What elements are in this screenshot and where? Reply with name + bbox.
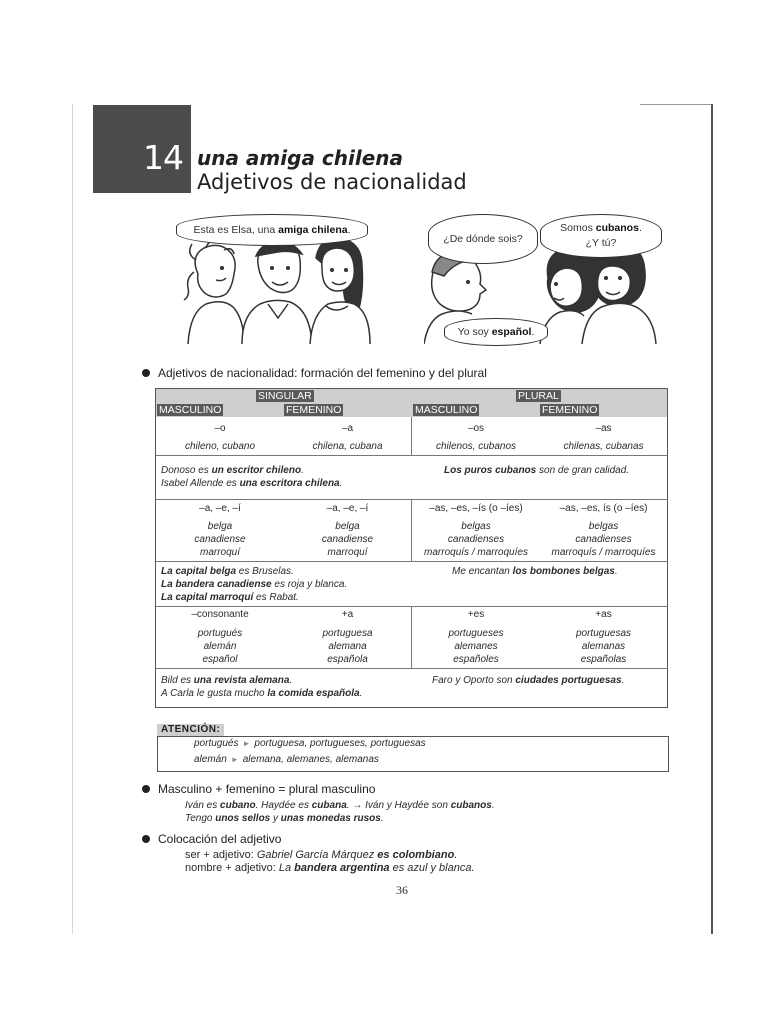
speech-bubble-question: ¿De dónde sois? bbox=[428, 214, 538, 264]
sentence-example: Los puros cubanos son de gran calidad. bbox=[444, 465, 630, 476]
example-masc-pl: chilenos, cubanos bbox=[435, 441, 517, 452]
attention-line: portugués ► portuguesa, portugueses, portuguesas bbox=[194, 738, 426, 749]
speech-bubble-presentation: Esta es Elsa, una amiga chilena. bbox=[176, 214, 368, 246]
row-divider bbox=[156, 668, 667, 669]
section-heading-plural: Masculino + femenino = plural masculino bbox=[142, 782, 375, 796]
sentence-example: Faro y Oporto son ciudades portuguesas. bbox=[432, 675, 625, 686]
ending-fem-sing: –a bbox=[341, 423, 354, 434]
arrow-icon: ► bbox=[230, 755, 239, 764]
attention-line: alemán ► alemana, alemanes, alemanas bbox=[194, 754, 379, 765]
speech-bubble-answer: Somos cubanos. ¿Y tú? bbox=[540, 214, 662, 258]
example-masc-sing: chileno, cubano bbox=[184, 441, 256, 452]
row-divider bbox=[156, 499, 667, 500]
label-femenino-singular: FEMENINO bbox=[286, 404, 342, 416]
ending-masc-pl: +es bbox=[467, 609, 485, 620]
example-list: belgas canadienses marroquís / marroquíes bbox=[424, 521, 528, 558]
attention-box bbox=[157, 736, 669, 772]
row-divider bbox=[156, 455, 667, 456]
sentence-example: Bild es una revista alemana. bbox=[161, 675, 293, 686]
ending-fem-pl: –as, –es, ís (o –íes) bbox=[559, 503, 648, 514]
ending-fem-pl: +as bbox=[595, 609, 612, 620]
example-line: Tengo unos sellos y unas monedas rusos. bbox=[185, 813, 384, 824]
example-fem-sing: chilena, cubana bbox=[312, 441, 383, 452]
sentence-example: La capital belga es Bruselas. bbox=[161, 566, 294, 577]
ending-masc-sing: –o bbox=[214, 423, 226, 434]
rule-line: nombre + adjetivo: La bandera argentina es azul y blanca. bbox=[185, 862, 475, 874]
ending-masc-sing: –a, –e, –í bbox=[199, 503, 241, 514]
example-line: Iván es cubano. Haydée es cubana. → Iván y Haydée son cubanos. bbox=[185, 800, 495, 811]
label-singular: SINGULAR bbox=[258, 390, 312, 402]
label-femenino-plural: FEMENINO bbox=[542, 404, 598, 416]
row-divider bbox=[156, 561, 667, 562]
ending-masc-pl: –os bbox=[467, 423, 485, 434]
page-edge-right bbox=[711, 104, 713, 934]
label-masculino-singular: MASCULINO bbox=[159, 404, 222, 416]
page-edge-left bbox=[72, 104, 73, 934]
chapter-number: 14 bbox=[143, 138, 183, 177]
chapter-title: Adjetivos de nacionalidad bbox=[197, 170, 467, 194]
sentence-example: La bandera canadiense es roja y blanca. bbox=[161, 579, 348, 590]
speech-bubble-reply: Yo soy español. bbox=[444, 318, 548, 346]
example-list: belgas canadienses marroquís / marroquíes bbox=[551, 521, 656, 558]
chapter-title-italic: una amiga chilena bbox=[197, 146, 404, 170]
example-list: belga canadiense marroquí bbox=[321, 521, 374, 558]
ending-fem-sing: –a, –e, –í bbox=[326, 503, 369, 514]
bullet-icon bbox=[142, 785, 150, 793]
example-list: portugués alemán español bbox=[197, 628, 243, 665]
bullet-icon bbox=[142, 835, 150, 843]
bullet-icon bbox=[142, 369, 150, 377]
arrow-icon: ► bbox=[242, 739, 251, 748]
nationality-table bbox=[155, 388, 668, 708]
ending-masc-sing: –consonante bbox=[191, 609, 249, 620]
example-list: portuguesa alemana española bbox=[322, 628, 373, 665]
ending-masc-pl: –as, –es, –ís (o –íes) bbox=[429, 503, 523, 514]
page-edge-top bbox=[640, 104, 712, 105]
example-fem-pl: chilenas, cubanas bbox=[563, 441, 644, 452]
sentence-example: Donoso es un escritor chileno. bbox=[161, 465, 304, 476]
example-list: portugueses alemanes españoles bbox=[448, 628, 504, 665]
sentence-example: Isabel Allende es una escritora chilena. bbox=[161, 478, 343, 489]
section-heading-placement: Colocación del adjetivo bbox=[142, 832, 281, 846]
attention-label: ATENCIÓN: bbox=[157, 724, 224, 736]
example-list: portuguesas alemanas españolas bbox=[575, 628, 632, 665]
label-masculino-plural: MASCULINO bbox=[415, 404, 478, 416]
ending-fem-sing: +a bbox=[341, 609, 354, 620]
ending-fem-pl: –as bbox=[595, 423, 612, 434]
example-list: belga canadiense marroquí bbox=[194, 521, 246, 558]
label-plural: PLURAL bbox=[518, 390, 559, 402]
page-number: 36 bbox=[396, 883, 408, 897]
sentence-example: A Carla le gusta mucho la comida española. bbox=[161, 688, 363, 699]
sentence-example: La capital marroquí es Rabat. bbox=[161, 592, 299, 603]
section-heading-formation: Adjetivos de nacionalidad: formación del femenino y del plural bbox=[142, 366, 487, 380]
row-divider bbox=[156, 606, 667, 607]
sentence-example: Me encantan los bombones belgas. bbox=[452, 566, 618, 577]
rule-line: ser + adjetivo: Gabriel García Márquez es colombiano. bbox=[185, 849, 458, 861]
